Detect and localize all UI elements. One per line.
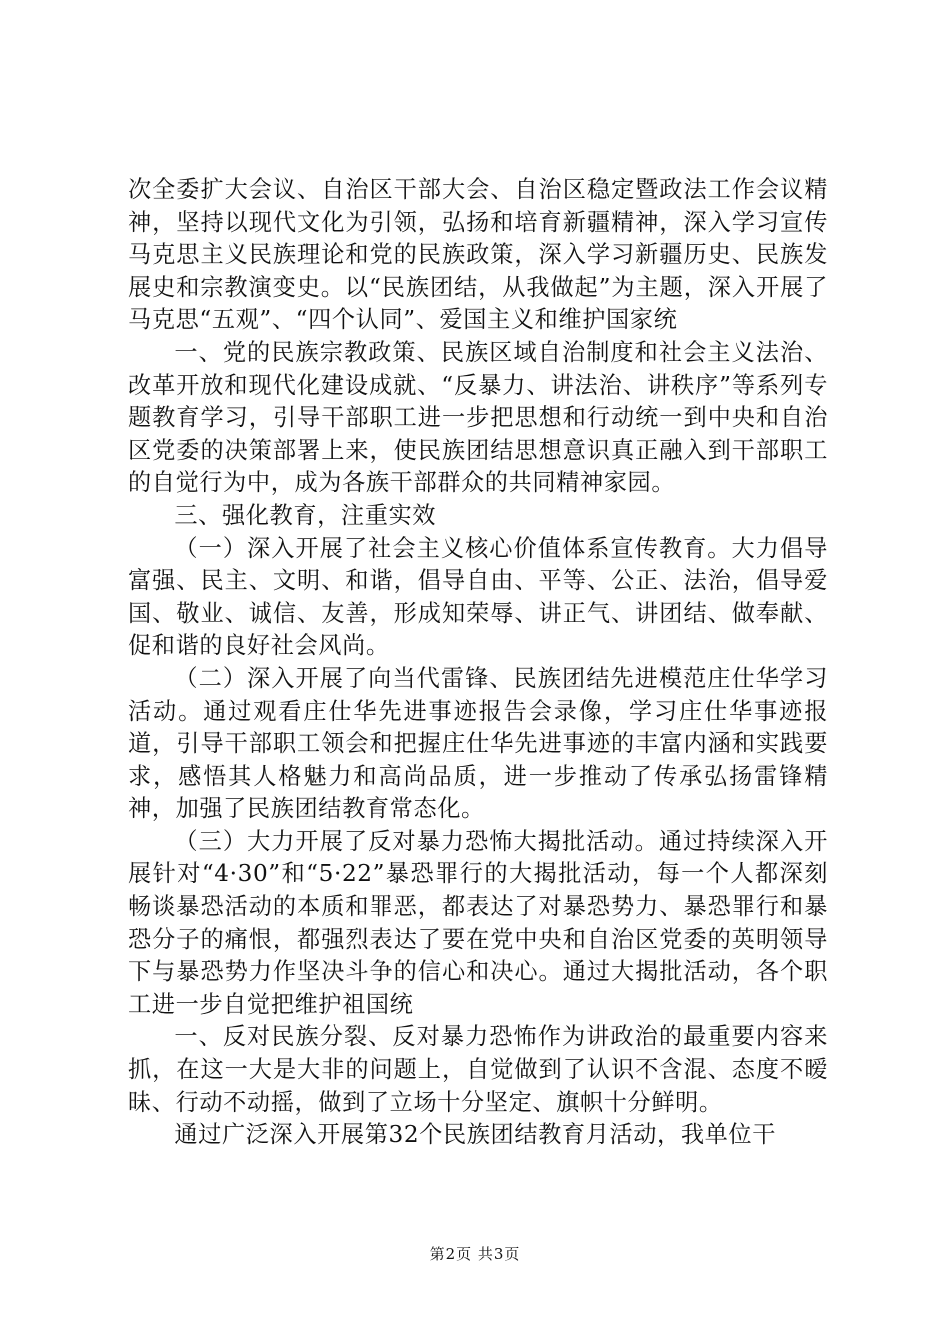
document-body <box>128 174 828 1152</box>
section-heading-three: 三、强化教育，注重实效 <box>174 501 437 529</box>
paragraph-anti-separatism: 一、反对民族分裂、反对暴力恐怖作为讲政治的最重要内容来抓，在这一大是大非的问题上，自觉做到了认识不含混、态度不暧昧、行动不动摇，做到了立场十分坚定、旗帜十分鲜明。 <box>128 1023 828 1116</box>
paragraph-item-two: （二）深入开展了向当代雷锋、民族团结先进模范庄仕华学习活动。通过观看庄仕华先进事迹报告会录像，学习庄仕华事迹报道，引导干部职工领会和把握庄仕华先进事迹的丰富内涵和实践要求，感悟其人格魅力和高尚品质，进一步推动了传承弘扬雷锋精神，加强了民族团结教育常态化。 <box>128 664 828 823</box>
paragraph-item-three: （三）大力开展了反对暴力恐怖大揭批活动。通过持续深入开展针对“4·30”和“5·22”暴恐罪行的大揭批活动，每一个人都深刻畅谈暴恐活动的本质和罪恶，都表达了对暴恐势力、暴恐罪行和暴恐分子的痛恨，都强烈表达了要在党中央和自治区党委的英明领导下与暴恐势力作坚决斗争的信心和决心。通过大揭批活动，各个职工进一步自觉把维护祖国统 <box>128 827 828 1018</box>
paragraph-item-one: （一）深入开展了社会主义核心价值体系宣传教育。大力倡导富强、民主、文明、和谐，倡导自由、平等、公正、法治，倡导爱国、敬业、诚信、友善，形成知荣辱、讲正气、讲团结、做奉献、促和谐的良好社会风尚。 <box>128 534 828 660</box>
paragraph-continuation: 次全委扩大会议、自治区干部大会、自治区稳定暨政法工作会议精神，坚持以现代文化为引领，弘扬和培育新疆精神，深入学习宣传马克思主义民族理论和党的民族政策，深入学习新疆历史、民族发展史和宗教演变史。以“民族团结，从我做起”为主题，深入开展了马克思“五观”、“四个认同”、爱国主义和维护国家统 <box>128 176 828 334</box>
page-number-footer: 第2页 共3页 <box>429 1245 521 1263</box>
paragraph-summary: 通过广泛深入开展第32个民族团结教育月活动，我单位干 <box>174 1121 776 1149</box>
paragraph-section-one: 一、党的民族宗教政策、民族区域自治制度和社会主义法治、改革开放和现代化建设成就、“反暴力、讲法治、讲秩序”等系列专题教育学习，引导干部职工进一步把思想和行动统一到中央和自治区党委的决策部署上来，使民族团结思想意识真正融入到干部职工的自觉行为中，成为各族干部群众的共同精神家园。 <box>128 338 828 497</box>
